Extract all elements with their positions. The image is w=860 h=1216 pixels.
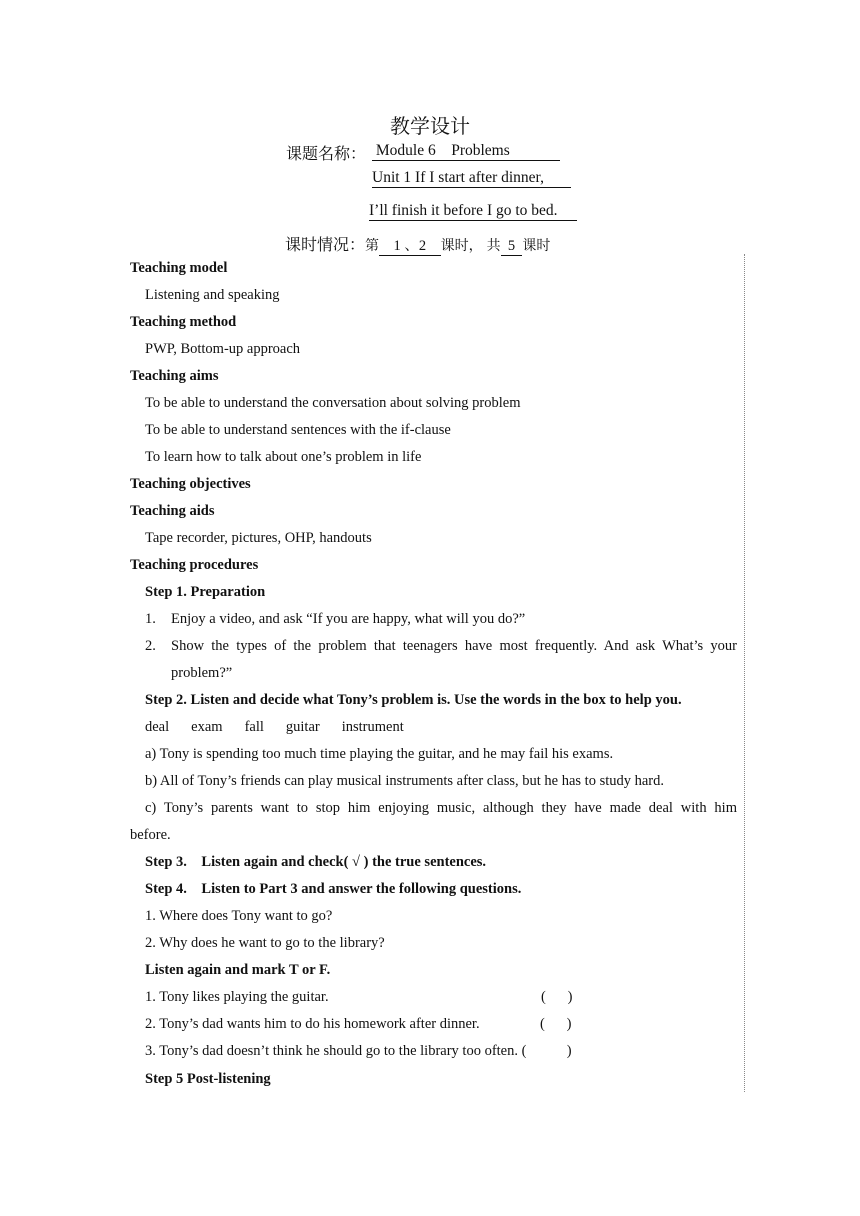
document-title: 教学设计 bbox=[390, 114, 470, 138]
tf-answer-blank: ( ) bbox=[540, 1016, 572, 1032]
topic-line-2: Unit 1 If I start after dinner, bbox=[372, 169, 572, 186]
aids-heading: Teaching aids bbox=[130, 503, 215, 519]
method-heading: Teaching method bbox=[130, 314, 237, 330]
model-text: Listening and speaking bbox=[145, 287, 280, 303]
step1-item-number: 2. bbox=[145, 638, 156, 654]
tf-statement: 1. Tony likes playing the guitar. bbox=[145, 989, 329, 1005]
model-heading: Teaching model bbox=[130, 260, 228, 276]
word-box bbox=[145, 718, 404, 736]
step1-item-number: 1. bbox=[145, 611, 156, 627]
aim-item: To be able to understand the conversation about solving problem bbox=[145, 395, 521, 411]
right-border-line bbox=[744, 254, 745, 1092]
topic-line-3: I’ll finish it before I go to bed. bbox=[369, 202, 577, 219]
topic-line-1: Module 6 Problems bbox=[372, 142, 561, 159]
step5-heading: Step 5 Post-listening bbox=[145, 1071, 271, 1087]
tf-statement: 3. Tony’s dad doesn’t think he should go to the library too often. ( bbox=[145, 1043, 527, 1059]
tf-statement: 2. Tony’s dad wants him to do his homework after dinner. bbox=[145, 1016, 480, 1032]
step2-option-c-continuation: before. bbox=[130, 827, 171, 843]
word-item: fall bbox=[244, 719, 264, 735]
step4-question: 1. Where does Tony want to go? bbox=[145, 908, 333, 924]
step3-heading: Step 3. Listen again and check( √ ) the true sentences. bbox=[145, 854, 487, 870]
period-gong: 共 bbox=[486, 238, 501, 254]
aim-item: To learn how to talk about one’s problem in life bbox=[145, 449, 422, 465]
step1-heading: Step 1. Preparation bbox=[145, 584, 266, 600]
step2-option-b: b) All of Tony’s friends can play musical instruments after class, but he has to study hard. bbox=[145, 773, 665, 789]
step1-item-continuation: problem?” bbox=[171, 665, 233, 681]
period-label: 课时情况： bbox=[285, 235, 366, 254]
step1-item-text: Enjoy a video, and ask “If you are happy, what will you do?” bbox=[171, 611, 526, 627]
step2-option-c: c) Tony’s parents want to stop him enjoying music, although they have made deal with him bbox=[145, 800, 737, 816]
aim-item: To be able to understand sentences with the if-clause bbox=[145, 422, 451, 438]
tf-answer-blank: ( ) bbox=[541, 989, 573, 1005]
step4-question: 2. Why does he want to go to the library? bbox=[145, 935, 385, 951]
period-lessons: 1 、2 bbox=[379, 238, 441, 254]
procedures-heading: Teaching procedures bbox=[130, 557, 259, 573]
step2-heading: Step 2. Listen and decide what Tony’s problem is. Use the words in the box to help you. bbox=[145, 692, 682, 708]
period-total: 5 bbox=[500, 238, 523, 254]
tf-heading: Listen again and mark T or F. bbox=[145, 962, 331, 978]
word-item: guitar bbox=[285, 719, 320, 735]
step4-heading: Step 4. Listen to Part 3 and answer the following questions. bbox=[145, 881, 522, 897]
aims-heading: Teaching aims bbox=[130, 368, 219, 384]
word-item: exam bbox=[191, 719, 223, 735]
period-keshi-2: 课时 bbox=[522, 238, 551, 254]
period-keshi-1: 课时， bbox=[440, 238, 483, 254]
word-item: instrument bbox=[341, 719, 404, 735]
method-text: PWP, Bottom-up approach bbox=[145, 341, 301, 357]
objectives-heading: Teaching objectives bbox=[130, 476, 251, 492]
topic-label: 课题名称： bbox=[286, 144, 367, 163]
period-di: 第 bbox=[365, 238, 380, 254]
tf-answer-blank: ) bbox=[545, 1043, 572, 1059]
step2-option-a: a) Tony is spending too much time playing the guitar, and he may fail his exams. bbox=[145, 746, 614, 762]
step1-item-text: Show the types of the problem that teenagers have most frequently. And ask What’s your bbox=[171, 638, 737, 654]
aids-text: Tape recorder, pictures, OHP, handouts bbox=[145, 530, 372, 546]
word-item: deal bbox=[145, 719, 170, 735]
period-row bbox=[285, 232, 550, 256]
